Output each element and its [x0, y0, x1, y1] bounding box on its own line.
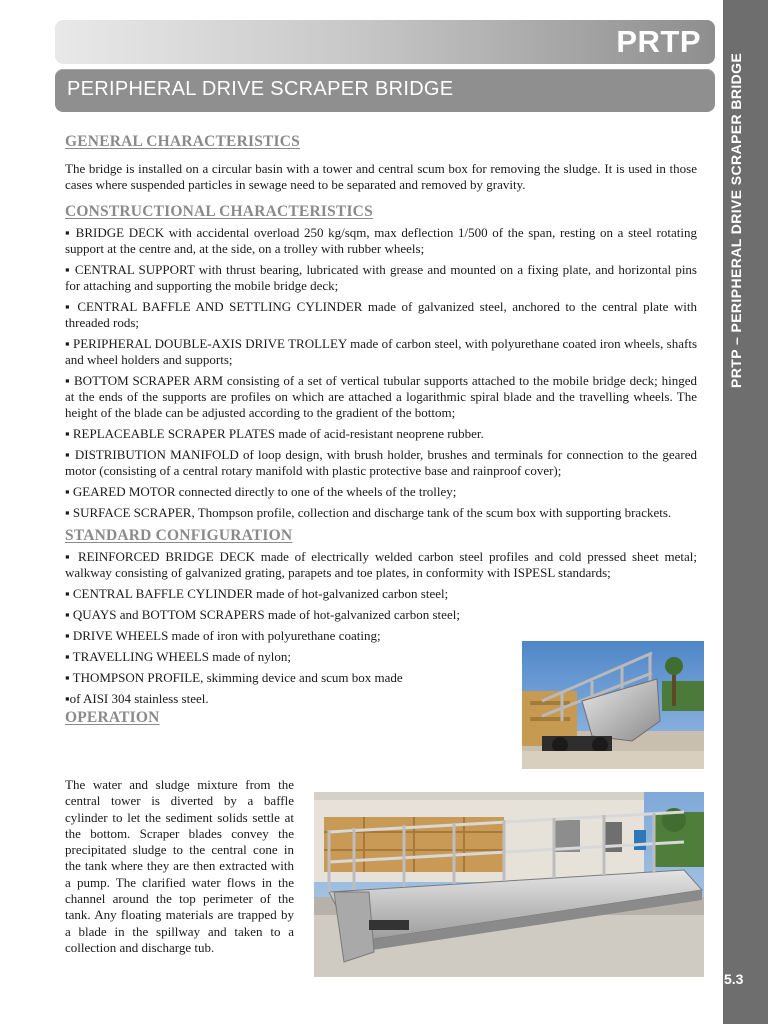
- heading-operation: OPERATION: [65, 709, 160, 726]
- list-item: ▪of AISI 304 stainless steel.: [65, 691, 209, 706]
- list-item: ▪ GEARED MOTOR connected directly to one of the wheels of the trolley;: [65, 484, 457, 499]
- list-item: ▪ CENTRAL SUPPORT with thrust bearing, lubricated with grease and mounted on a fixing plate, and horizontal pins for attaching and supporting the mobile bridge deck;: [65, 262, 697, 293]
- list-item: ▪ CENTRAL BAFFLE AND SETTLING CYLINDER made of galvanized steel, anchored to the central plate with threaded rods;: [65, 299, 697, 330]
- bridge-photo: [314, 792, 704, 977]
- list-item: ▪ DISTRIBUTION MANIFOLD of loop design, with brush holder, brushes and terminals for connection to the geared motor (consisting of a central rotary manifold with plastic protective base and rainproof cover);: [65, 447, 697, 478]
- list-item: ▪ BRIDGE DECK with accidental overload 250 kg/sqm, max deflection 1/500 of the span, resting on a steel rotating support at the centre and, at the side, on a trolley with rubber wheels;: [65, 225, 697, 256]
- general-text: The bridge is installed on a circular basin with a tower and central scum box for removing the sludge. It is used in those cases where suspended particles in sewage need to be separated and removed by gravity.: [65, 161, 697, 192]
- title-bar: [55, 69, 715, 112]
- heading-constructional: CONSTRUCTIONAL CHARACTERISTICS: [65, 203, 373, 220]
- list-item: ▪ PERIPHERAL DOUBLE-AXIS DRIVE TROLLEY made of carbon steel, with polyurethane coated iron wheels, shafts and wheel holders and supports;: [65, 336, 697, 367]
- list-item: ▪ QUAYS and BOTTOM SCRAPERS made of hot-galvanized carbon steel;: [65, 607, 460, 622]
- vertical-section-label: PRTP – PERIPHERAL DRIVE SCRAPER BRIDGE: [728, 52, 744, 388]
- page-title: PERIPHERAL DRIVE SCRAPER BRIDGE: [67, 78, 454, 100]
- list-item: ▪ THOMPSON PROFILE, skimming device and scum box made: [65, 670, 403, 685]
- list-item: ▪ REPLACEABLE SCRAPER PLATES made of acid-resistant neoprene rubber.: [65, 426, 484, 441]
- list-item: ▪ CENTRAL BAFFLE CYLINDER made of hot-galvanized carbon steel;: [65, 586, 449, 601]
- heading-standard: STANDARD CONFIGURATION: [65, 527, 293, 544]
- product-code: PRTP: [616, 24, 701, 59]
- list-item: ▪ BOTTOM SCRAPER ARM consisting of a set of vertical tubular supports attached to the mobile bridge deck; hinged at the ends of the supports are profiles on which are attached a logarithmic spiral blade and the travelling wheels. The height of the blade can be adjusted according to the gradient of the bottom;: [65, 373, 697, 420]
- heading-general: GENERAL CHARACTERISTICS: [65, 133, 301, 150]
- page-number: 5.3: [724, 971, 744, 987]
- constructional-list: [65, 225, 697, 521]
- list-item: ▪ TRAVELLING WHEELS made of nylon;: [65, 649, 291, 664]
- trolley-photo: [522, 641, 704, 769]
- main-content: [65, 133, 697, 727]
- list-item: ▪ REINFORCED BRIDGE DECK made of electrically welded carbon steel profiles and cold pressed sheet metal; walkway consisting of galvanized grating, parapets and toe plates, in conformity with ISPESL standards;: [65, 549, 697, 580]
- operation-text: The water and sludge mixture from the central tower is diverted by a baffle cylinder to let the sediment solids settle at the bottom. Scraper blades convey the precipitated sludge to the central cone in the tank where they are then extracted with a pump. The clarified water flows in the channel around the top perimeter of the tank. Any floating materials are trapped by a blade in the spillway and taken to a collection and discharge tub.: [65, 777, 294, 955]
- list-item: ▪ SURFACE SCRAPER, Thompson profile, collection and discharge tank of the scum box with supporting brackets.: [65, 505, 672, 520]
- list-item: ▪ DRIVE WHEELS made of iron with polyurethane coating;: [65, 628, 381, 643]
- side-strip: [723, 0, 768, 1024]
- operation-column: [65, 777, 294, 956]
- product-code-bar: [55, 20, 715, 64]
